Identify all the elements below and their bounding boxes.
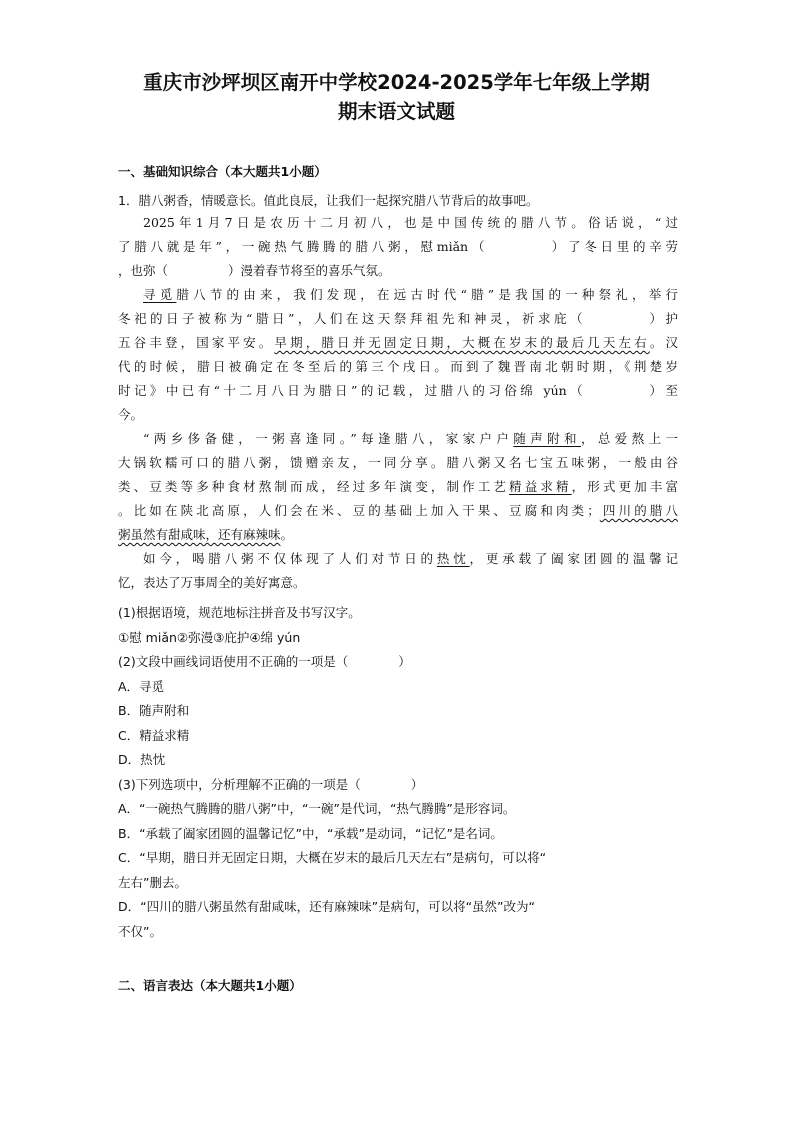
passage-line: 了腊八就是年”，一碗热气腾腾的腊八粥，慰miǎn（ ）了冬日里的辛劳 — [118, 239, 678, 254]
passage-line: 时记》中已有“十二月八日为腊日”的记载，过腊八的习俗绵 yún（ ）至 — [118, 383, 678, 398]
passage-line: 大锅软糯可口的腊八粥，馈赠亲友，一同分享。腊八粥又名七宝五味粥，一般由谷 — [118, 455, 678, 470]
passage-line: 冬祀的日子被称为“腊日”，人们在这天祭拜祖先和神灵，祈求庇（ ）护 — [118, 311, 678, 326]
sub-question-3-stem: (3)下列选项中，分析理解不正确的一项是（ ） — [118, 776, 424, 792]
wavy-underlined-sentence: 粥虽然有甜咸味，还有麻辣味 — [118, 527, 281, 542]
option-d[interactable]: D．热忱 — [118, 752, 166, 767]
passage-line: 如今，喝腊八粥不仅体现了人们对节日的热忱，更承载了阖家团圆的温馨记 — [143, 551, 678, 566]
wavy-underlined-sentence: 四川的腊八 — [599, 503, 678, 518]
passage-line: 五谷丰登，国家平安。早期，腊日并无固定日期，大概在岁末的最后几天左右。汉 — [118, 335, 678, 350]
sub-questions — [118, 601, 678, 944]
passage-line: 忆，表达了万事周全的美好寓意。 — [118, 575, 306, 590]
underlined-term-jingyiqiujing: 精益求精 — [509, 479, 572, 494]
option-d-continued[interactable]: 不仅”。 — [118, 923, 162, 939]
passage-line: 2025年1月7日是农历十二月初八，也是中国传统的腊八节。俗话说，“过 — [143, 215, 678, 230]
title-line-1: 重庆市沙坪坝区南开中学校2024-2025学年七年级上学期 — [143, 71, 650, 94]
title-line-2: 期末语文试题 — [337, 100, 455, 123]
passage-line: 粥虽然有甜咸味，还有麻辣味。 — [118, 527, 294, 542]
passage-line: 代的时候，腊日被确定在冬至后的第三个戌日。而到了魏晋南北朝时期，《荆楚岁 — [118, 359, 678, 374]
underlined-term-rechen: 热忱 — [436, 551, 470, 566]
wavy-underlined-sentence: 早期，腊日并无固定日期，大概在岁末的最后几天左右 — [274, 335, 650, 350]
section-heading-1: 一、基础知识综合（本大题共1小题） — [118, 164, 327, 179]
option-b[interactable]: B．“承载了阖家团圆的温馨记忆”中，“承载”是动词，“记忆”是名词。 — [118, 825, 503, 841]
question-1-stem: 1．腊八粥香，情暖意长。值此良辰，让我们一起探究腊八节背后的故事吧。 — [118, 193, 539, 208]
passage-line: “两乡侈备健，一粥喜逢同。”每逢腊八，家家户户随声附和，总爱熬上一 — [143, 431, 678, 446]
section-heading-2: 二、语言表达（本大题共1小题） — [118, 978, 302, 993]
option-c[interactable]: C．“早期，腊日并无固定日期，大概在岁末的最后几天左右”是病句，可以将“ — [118, 850, 547, 865]
option-a[interactable]: A．“一碗热气腾腾的腊八粥”中，“一碗”是代词，“热气腾腾”是形容词。 — [118, 801, 516, 816]
sub-question-2-stem: (2)文段中画线词语使用不正确的一项是（ ） — [118, 654, 411, 669]
passage-line: ，也弥（ ）漫着春节将至的喜乐气氛。 — [118, 263, 391, 278]
sub-question-1-stem: (1)根据语境，规范地标注拼音及书写汉字。 — [118, 605, 361, 620]
passage-line: 寻觅腊八节的由来，我们发现，在远古时代“腊”是我国的一种祭礼，举行 — [143, 287, 678, 302]
option-c[interactable]: C．精益求精 — [118, 727, 190, 743]
passage-line: 。比如在陕北高原，人们会在米、豆的基础上加入干果、豆腐和肉类；四川的腊八 — [118, 503, 678, 518]
passage — [118, 211, 678, 595]
option-b[interactable]: B．随声附和 — [118, 703, 190, 718]
sub-question-1-items: ①慰 miǎn②弥漫③庇护④绵 yún — [118, 629, 301, 645]
underlined-term-xunmi: 寻觅 — [143, 287, 177, 302]
passage-line: 类、豆类等多种食材熬制而成，经过多年演变，制作工艺精益求精，形式更加丰富 — [118, 479, 678, 494]
option-a[interactable]: A．寻觅 — [118, 678, 165, 694]
option-d[interactable]: D．“四川的腊八粥虽然有甜咸味，还有麻辣味”是病句，可以将“虽然”改为“ — [118, 899, 536, 914]
underlined-term-suishengfuhe: 随声附和 — [513, 431, 581, 446]
option-c-continued[interactable]: 左右”删去。 — [118, 874, 187, 890]
passage-line: 今。 — [118, 407, 144, 422]
page-title — [0, 68, 793, 126]
